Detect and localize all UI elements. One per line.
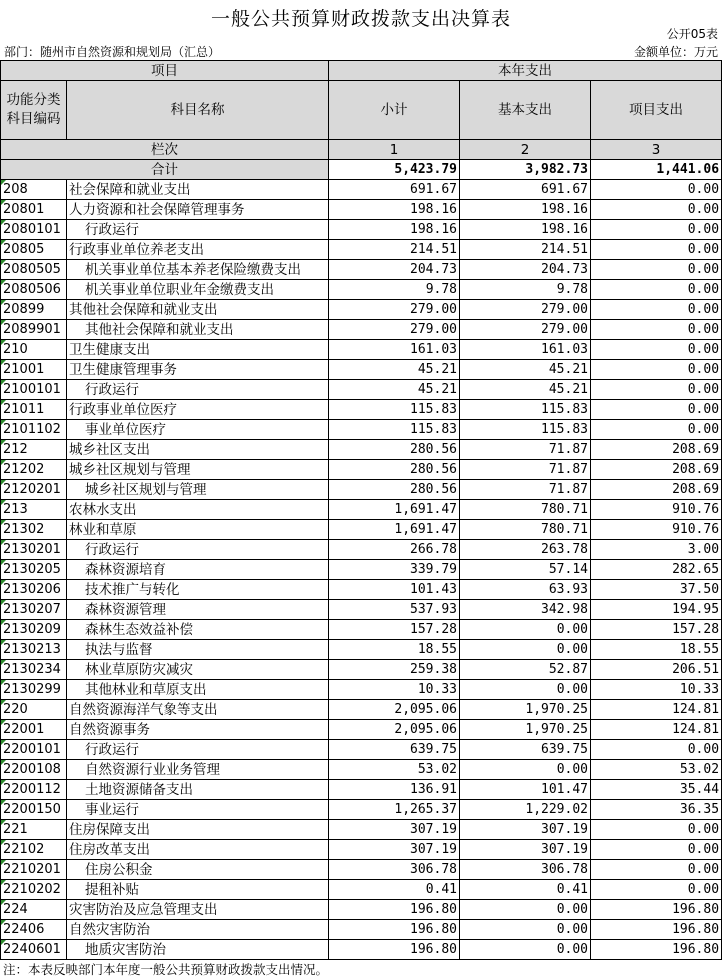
row-code: 224 xyxy=(1,900,67,920)
table-row xyxy=(1,920,722,940)
row-basic: 115.83 xyxy=(460,400,591,420)
row-code: 208 xyxy=(1,180,67,200)
row-subtotal: 279.00 xyxy=(329,300,460,320)
row-subtotal: 198.16 xyxy=(329,200,460,220)
row-name: 林业和草原 xyxy=(67,520,329,540)
row-code: 213 xyxy=(1,500,67,520)
row-code: 21202 xyxy=(1,460,67,480)
row-code: 22102 xyxy=(1,840,67,860)
row-code: 2240601 xyxy=(1,940,67,960)
row-project: 208.69 xyxy=(591,460,722,480)
row-basic: 342.98 xyxy=(460,600,591,620)
row-name: 行政事业单位医疗 xyxy=(67,400,329,420)
row-name: 机关事业单位职业年金缴费支出 xyxy=(67,280,329,300)
row-subtotal: 196.80 xyxy=(329,900,460,920)
row-code: 2130206 xyxy=(1,580,67,600)
row-name: 其他社会保障和就业支出 xyxy=(67,300,329,320)
row-subtotal: 10.33 xyxy=(329,680,460,700)
row-subtotal: 45.21 xyxy=(329,380,460,400)
row-project: 0.00 xyxy=(591,360,722,380)
row-code: 2089901 xyxy=(1,320,67,340)
row-basic: 198.16 xyxy=(460,220,591,240)
row-code: 22406 xyxy=(1,920,67,940)
table-row xyxy=(1,840,722,860)
row-code: 20801 xyxy=(1,200,67,220)
row-subtotal: 280.56 xyxy=(329,480,460,500)
row-name: 行政运行 xyxy=(67,380,329,400)
row-code: 20899 xyxy=(1,300,67,320)
row-code: 2130205 xyxy=(1,560,67,580)
total-basic: 3,982.73 xyxy=(460,160,591,180)
table-row xyxy=(1,200,722,220)
row-project: 124.81 xyxy=(591,700,722,720)
row-basic: 198.16 xyxy=(460,200,591,220)
table-row xyxy=(1,880,722,900)
row-basic: 307.19 xyxy=(460,840,591,860)
table-row xyxy=(1,780,722,800)
row-subtotal: 1,265.37 xyxy=(329,800,460,820)
row-subtotal: 537.93 xyxy=(329,600,460,620)
row-project: 0.00 xyxy=(591,880,722,900)
row-project: 0.00 xyxy=(591,200,722,220)
table-row xyxy=(1,500,722,520)
row-name: 事业运行 xyxy=(67,800,329,820)
header-col3: 3 xyxy=(591,140,722,160)
row-name: 卫生健康支出 xyxy=(67,340,329,360)
row-project: 0.00 xyxy=(591,300,722,320)
row-basic: 0.41 xyxy=(460,880,591,900)
row-name: 行政事业单位养老支出 xyxy=(67,240,329,260)
row-code: 210 xyxy=(1,340,67,360)
table-row xyxy=(1,300,722,320)
row-subtotal: 1,691.47 xyxy=(329,520,460,540)
row-name: 自然资源行业业务管理 xyxy=(67,760,329,780)
row-project: 157.28 xyxy=(591,620,722,640)
row-basic: 0.00 xyxy=(460,680,591,700)
row-code: 2200108 xyxy=(1,760,67,780)
row-project: 124.81 xyxy=(591,720,722,740)
row-code: 21001 xyxy=(1,360,67,380)
row-subtotal: 161.03 xyxy=(329,340,460,360)
row-subtotal: 339.79 xyxy=(329,560,460,580)
row-name: 人力资源和社会保障管理事务 xyxy=(67,200,329,220)
row-name: 自然资源海洋气象等支出 xyxy=(67,700,329,720)
row-project: 208.69 xyxy=(591,480,722,500)
row-basic: 0.00 xyxy=(460,900,591,920)
row-project: 36.35 xyxy=(591,800,722,820)
row-code: 2210201 xyxy=(1,860,67,880)
header-current-year: 本年支出 xyxy=(329,61,722,81)
row-code: 2130213 xyxy=(1,640,67,660)
row-subtotal: 1,691.47 xyxy=(329,500,460,520)
row-code: 21011 xyxy=(1,400,67,420)
row-basic: 307.19 xyxy=(460,820,591,840)
row-name: 城乡社区支出 xyxy=(67,440,329,460)
table-row xyxy=(1,640,722,660)
header-subtotal: 小计 xyxy=(329,81,460,140)
row-subtotal: 266.78 xyxy=(329,540,460,560)
row-name: 住房改革支出 xyxy=(67,840,329,860)
row-code: 220 xyxy=(1,700,67,720)
row-basic: 45.21 xyxy=(460,380,591,400)
row-basic: 1,229.02 xyxy=(460,800,591,820)
header-column-label: 栏次 xyxy=(1,140,329,160)
row-subtotal: 280.56 xyxy=(329,440,460,460)
row-basic: 204.73 xyxy=(460,260,591,280)
row-project: 0.00 xyxy=(591,840,722,860)
row-project: 910.76 xyxy=(591,500,722,520)
row-code: 20805 xyxy=(1,240,67,260)
row-subtotal: 2,095.06 xyxy=(329,700,460,720)
row-subtotal: 136.91 xyxy=(329,780,460,800)
row-basic: 71.87 xyxy=(460,440,591,460)
row-basic: 0.00 xyxy=(460,640,591,660)
header-func-code: 功能分类科目编码 xyxy=(1,81,67,140)
row-subtotal: 259.38 xyxy=(329,660,460,680)
row-name: 其他林业和草原支出 xyxy=(67,680,329,700)
table-row xyxy=(1,600,722,620)
row-subtotal: 306.78 xyxy=(329,860,460,880)
row-basic: 101.47 xyxy=(460,780,591,800)
header-project: 项目支出 xyxy=(591,81,722,140)
row-subtotal: 2,095.06 xyxy=(329,720,460,740)
row-project: 0.00 xyxy=(591,260,722,280)
table-row xyxy=(1,320,722,340)
row-name: 农林水支出 xyxy=(67,500,329,520)
row-project: 0.00 xyxy=(591,240,722,260)
row-name: 事业单位医疗 xyxy=(67,420,329,440)
row-name: 机关事业单位基本养老保险缴费支出 xyxy=(67,260,329,280)
row-basic: 0.00 xyxy=(460,760,591,780)
row-project: 0.00 xyxy=(591,400,722,420)
row-code: 2130234 xyxy=(1,660,67,680)
row-subtotal: 279.00 xyxy=(329,320,460,340)
row-basic: 0.00 xyxy=(460,940,591,960)
row-basic: 1,970.25 xyxy=(460,720,591,740)
table-row xyxy=(1,660,722,680)
footnote: 注：本表反映部门本年度一般公共预算财政拨款支出情况。 xyxy=(3,962,329,977)
row-subtotal: 307.19 xyxy=(329,840,460,860)
row-name: 灾害防治及应急管理支出 xyxy=(67,900,329,920)
header-subject-name: 科目名称 xyxy=(67,81,329,140)
table-row xyxy=(1,940,722,960)
row-name: 行政运行 xyxy=(67,220,329,240)
row-project: 196.80 xyxy=(591,900,722,920)
row-basic: 71.87 xyxy=(460,480,591,500)
table-row xyxy=(1,820,722,840)
table-row xyxy=(1,700,722,720)
table-row xyxy=(1,540,722,560)
row-basic: 57.14 xyxy=(460,560,591,580)
row-project: 3.00 xyxy=(591,540,722,560)
table-row xyxy=(1,900,722,920)
row-code: 2130201 xyxy=(1,540,67,560)
row-project: 0.00 xyxy=(591,220,722,240)
table-row xyxy=(1,440,722,460)
row-basic: 279.00 xyxy=(460,320,591,340)
row-code: 21302 xyxy=(1,520,67,540)
row-code: 2200150 xyxy=(1,800,67,820)
row-project: 0.00 xyxy=(591,180,722,200)
row-name: 地质灾害防治 xyxy=(67,940,329,960)
row-subtotal: 9.78 xyxy=(329,280,460,300)
table-row xyxy=(1,260,722,280)
row-project: 196.80 xyxy=(591,920,722,940)
row-name: 城乡社区规划与管理 xyxy=(67,480,329,500)
row-code: 2120201 xyxy=(1,480,67,500)
table-row xyxy=(1,420,722,440)
row-code: 2080506 xyxy=(1,280,67,300)
row-project: 10.33 xyxy=(591,680,722,700)
row-code: 2200101 xyxy=(1,740,67,760)
total-project: 1,441.06 xyxy=(591,160,722,180)
row-name: 城乡社区规划与管理 xyxy=(67,460,329,480)
row-basic: 52.87 xyxy=(460,660,591,680)
row-basic: 63.93 xyxy=(460,580,591,600)
header-col1: 1 xyxy=(329,140,460,160)
page-title: 一般公共预算财政拨款支出决算表 xyxy=(210,8,511,30)
row-code: 2080505 xyxy=(1,260,67,280)
header-item: 项目 xyxy=(1,61,329,81)
row-basic: 780.71 xyxy=(460,520,591,540)
row-basic: 115.83 xyxy=(460,420,591,440)
row-project: 282.65 xyxy=(591,560,722,580)
row-name: 森林资源管理 xyxy=(67,600,329,620)
row-project: 910.76 xyxy=(591,520,722,540)
row-subtotal: 198.16 xyxy=(329,220,460,240)
row-project: 35.44 xyxy=(591,780,722,800)
row-project: 194.95 xyxy=(591,600,722,620)
row-name: 土地资源储备支出 xyxy=(67,780,329,800)
table-row xyxy=(1,740,722,760)
row-code: 212 xyxy=(1,440,67,460)
row-basic: 45.21 xyxy=(460,360,591,380)
row-project: 37.50 xyxy=(591,580,722,600)
row-name: 森林资源培育 xyxy=(67,560,329,580)
row-name: 行政运行 xyxy=(67,740,329,760)
table-row xyxy=(1,400,722,420)
row-project: 0.00 xyxy=(591,420,722,440)
row-project: 0.00 xyxy=(591,280,722,300)
row-code: 2130299 xyxy=(1,680,67,700)
row-subtotal: 691.67 xyxy=(329,180,460,200)
row-project: 0.00 xyxy=(591,380,722,400)
table-row xyxy=(1,620,722,640)
row-name: 自然灾害防治 xyxy=(67,920,329,940)
table-row xyxy=(1,240,722,260)
row-project: 0.00 xyxy=(591,320,722,340)
form-number: 公开05表 xyxy=(666,27,718,41)
row-code: 2080101 xyxy=(1,220,67,240)
row-code: 2130209 xyxy=(1,620,67,640)
row-project: 0.00 xyxy=(591,820,722,840)
department-label: 部门：随州市自然资源和规划局（汇总） xyxy=(4,45,221,59)
row-basic: 0.00 xyxy=(460,620,591,640)
table-row xyxy=(1,180,722,200)
row-subtotal: 45.21 xyxy=(329,360,460,380)
row-subtotal: 0.41 xyxy=(329,880,460,900)
row-name: 社会保障和就业支出 xyxy=(67,180,329,200)
row-basic: 0.00 xyxy=(460,920,591,940)
row-project: 0.00 xyxy=(591,340,722,360)
row-name: 行政运行 xyxy=(67,540,329,560)
row-project: 196.80 xyxy=(591,940,722,960)
row-project: 206.51 xyxy=(591,660,722,680)
row-project: 18.55 xyxy=(591,640,722,660)
row-subtotal: 157.28 xyxy=(329,620,460,640)
row-basic: 214.51 xyxy=(460,240,591,260)
table-row xyxy=(1,800,722,820)
table-row xyxy=(1,680,722,700)
table-row xyxy=(1,560,722,580)
table-row xyxy=(1,580,722,600)
row-name: 自然资源事务 xyxy=(67,720,329,740)
row-basic: 780.71 xyxy=(460,500,591,520)
table-row xyxy=(1,480,722,500)
row-code: 22001 xyxy=(1,720,67,740)
row-subtotal: 196.80 xyxy=(329,940,460,960)
row-subtotal: 18.55 xyxy=(329,640,460,660)
row-name: 技术推广与转化 xyxy=(67,580,329,600)
row-subtotal: 214.51 xyxy=(329,240,460,260)
row-name: 提租补贴 xyxy=(67,880,329,900)
table-body xyxy=(1,180,722,960)
row-code: 2210202 xyxy=(1,880,67,900)
row-basic: 691.67 xyxy=(460,180,591,200)
row-subtotal: 639.75 xyxy=(329,740,460,760)
row-basic: 9.78 xyxy=(460,280,591,300)
row-basic: 71.87 xyxy=(460,460,591,480)
row-project: 0.00 xyxy=(591,740,722,760)
row-code: 2100101 xyxy=(1,380,67,400)
row-basic: 1,970.25 xyxy=(460,700,591,720)
row-subtotal: 53.02 xyxy=(329,760,460,780)
row-subtotal: 196.80 xyxy=(329,920,460,940)
row-subtotal: 115.83 xyxy=(329,420,460,440)
row-code: 221 xyxy=(1,820,67,840)
row-basic: 306.78 xyxy=(460,860,591,880)
table-row xyxy=(1,360,722,380)
row-name: 住房公积金 xyxy=(67,860,329,880)
table-row xyxy=(1,380,722,400)
table-row xyxy=(1,280,722,300)
row-subtotal: 204.73 xyxy=(329,260,460,280)
row-project: 0.00 xyxy=(591,860,722,880)
row-name: 森林生态效益补偿 xyxy=(67,620,329,640)
row-basic: 263.78 xyxy=(460,540,591,560)
row-code: 2200112 xyxy=(1,780,67,800)
row-basic: 279.00 xyxy=(460,300,591,320)
table-row xyxy=(1,520,722,540)
row-name: 卫生健康管理事务 xyxy=(67,360,329,380)
row-name: 其他社会保障和就业支出 xyxy=(67,320,329,340)
unit-label: 金额单位：万元 xyxy=(633,45,718,59)
row-subtotal: 101.43 xyxy=(329,580,460,600)
table-row xyxy=(1,340,722,360)
table-row xyxy=(1,860,722,880)
table-row xyxy=(1,220,722,240)
table-row xyxy=(1,760,722,780)
row-subtotal: 115.83 xyxy=(329,400,460,420)
row-name: 林业草原防灾减灾 xyxy=(67,660,329,680)
row-name: 住房保障支出 xyxy=(67,820,329,840)
row-code: 2130207 xyxy=(1,600,67,620)
row-subtotal: 307.19 xyxy=(329,820,460,840)
row-name: 执法与监督 xyxy=(67,640,329,660)
table-row xyxy=(1,460,722,480)
row-project: 208.69 xyxy=(591,440,722,460)
row-project: 53.02 xyxy=(591,760,722,780)
total-label: 合计 xyxy=(1,160,329,180)
table-row xyxy=(1,720,722,740)
row-basic: 161.03 xyxy=(460,340,591,360)
row-basic: 639.75 xyxy=(460,740,591,760)
expenditure-table xyxy=(0,60,722,960)
row-subtotal: 280.56 xyxy=(329,460,460,480)
row-code: 2101102 xyxy=(1,420,67,440)
header-col2: 2 xyxy=(460,140,591,160)
header-basic: 基本支出 xyxy=(460,81,591,140)
total-subtotal: 5,423.79 xyxy=(329,160,460,180)
